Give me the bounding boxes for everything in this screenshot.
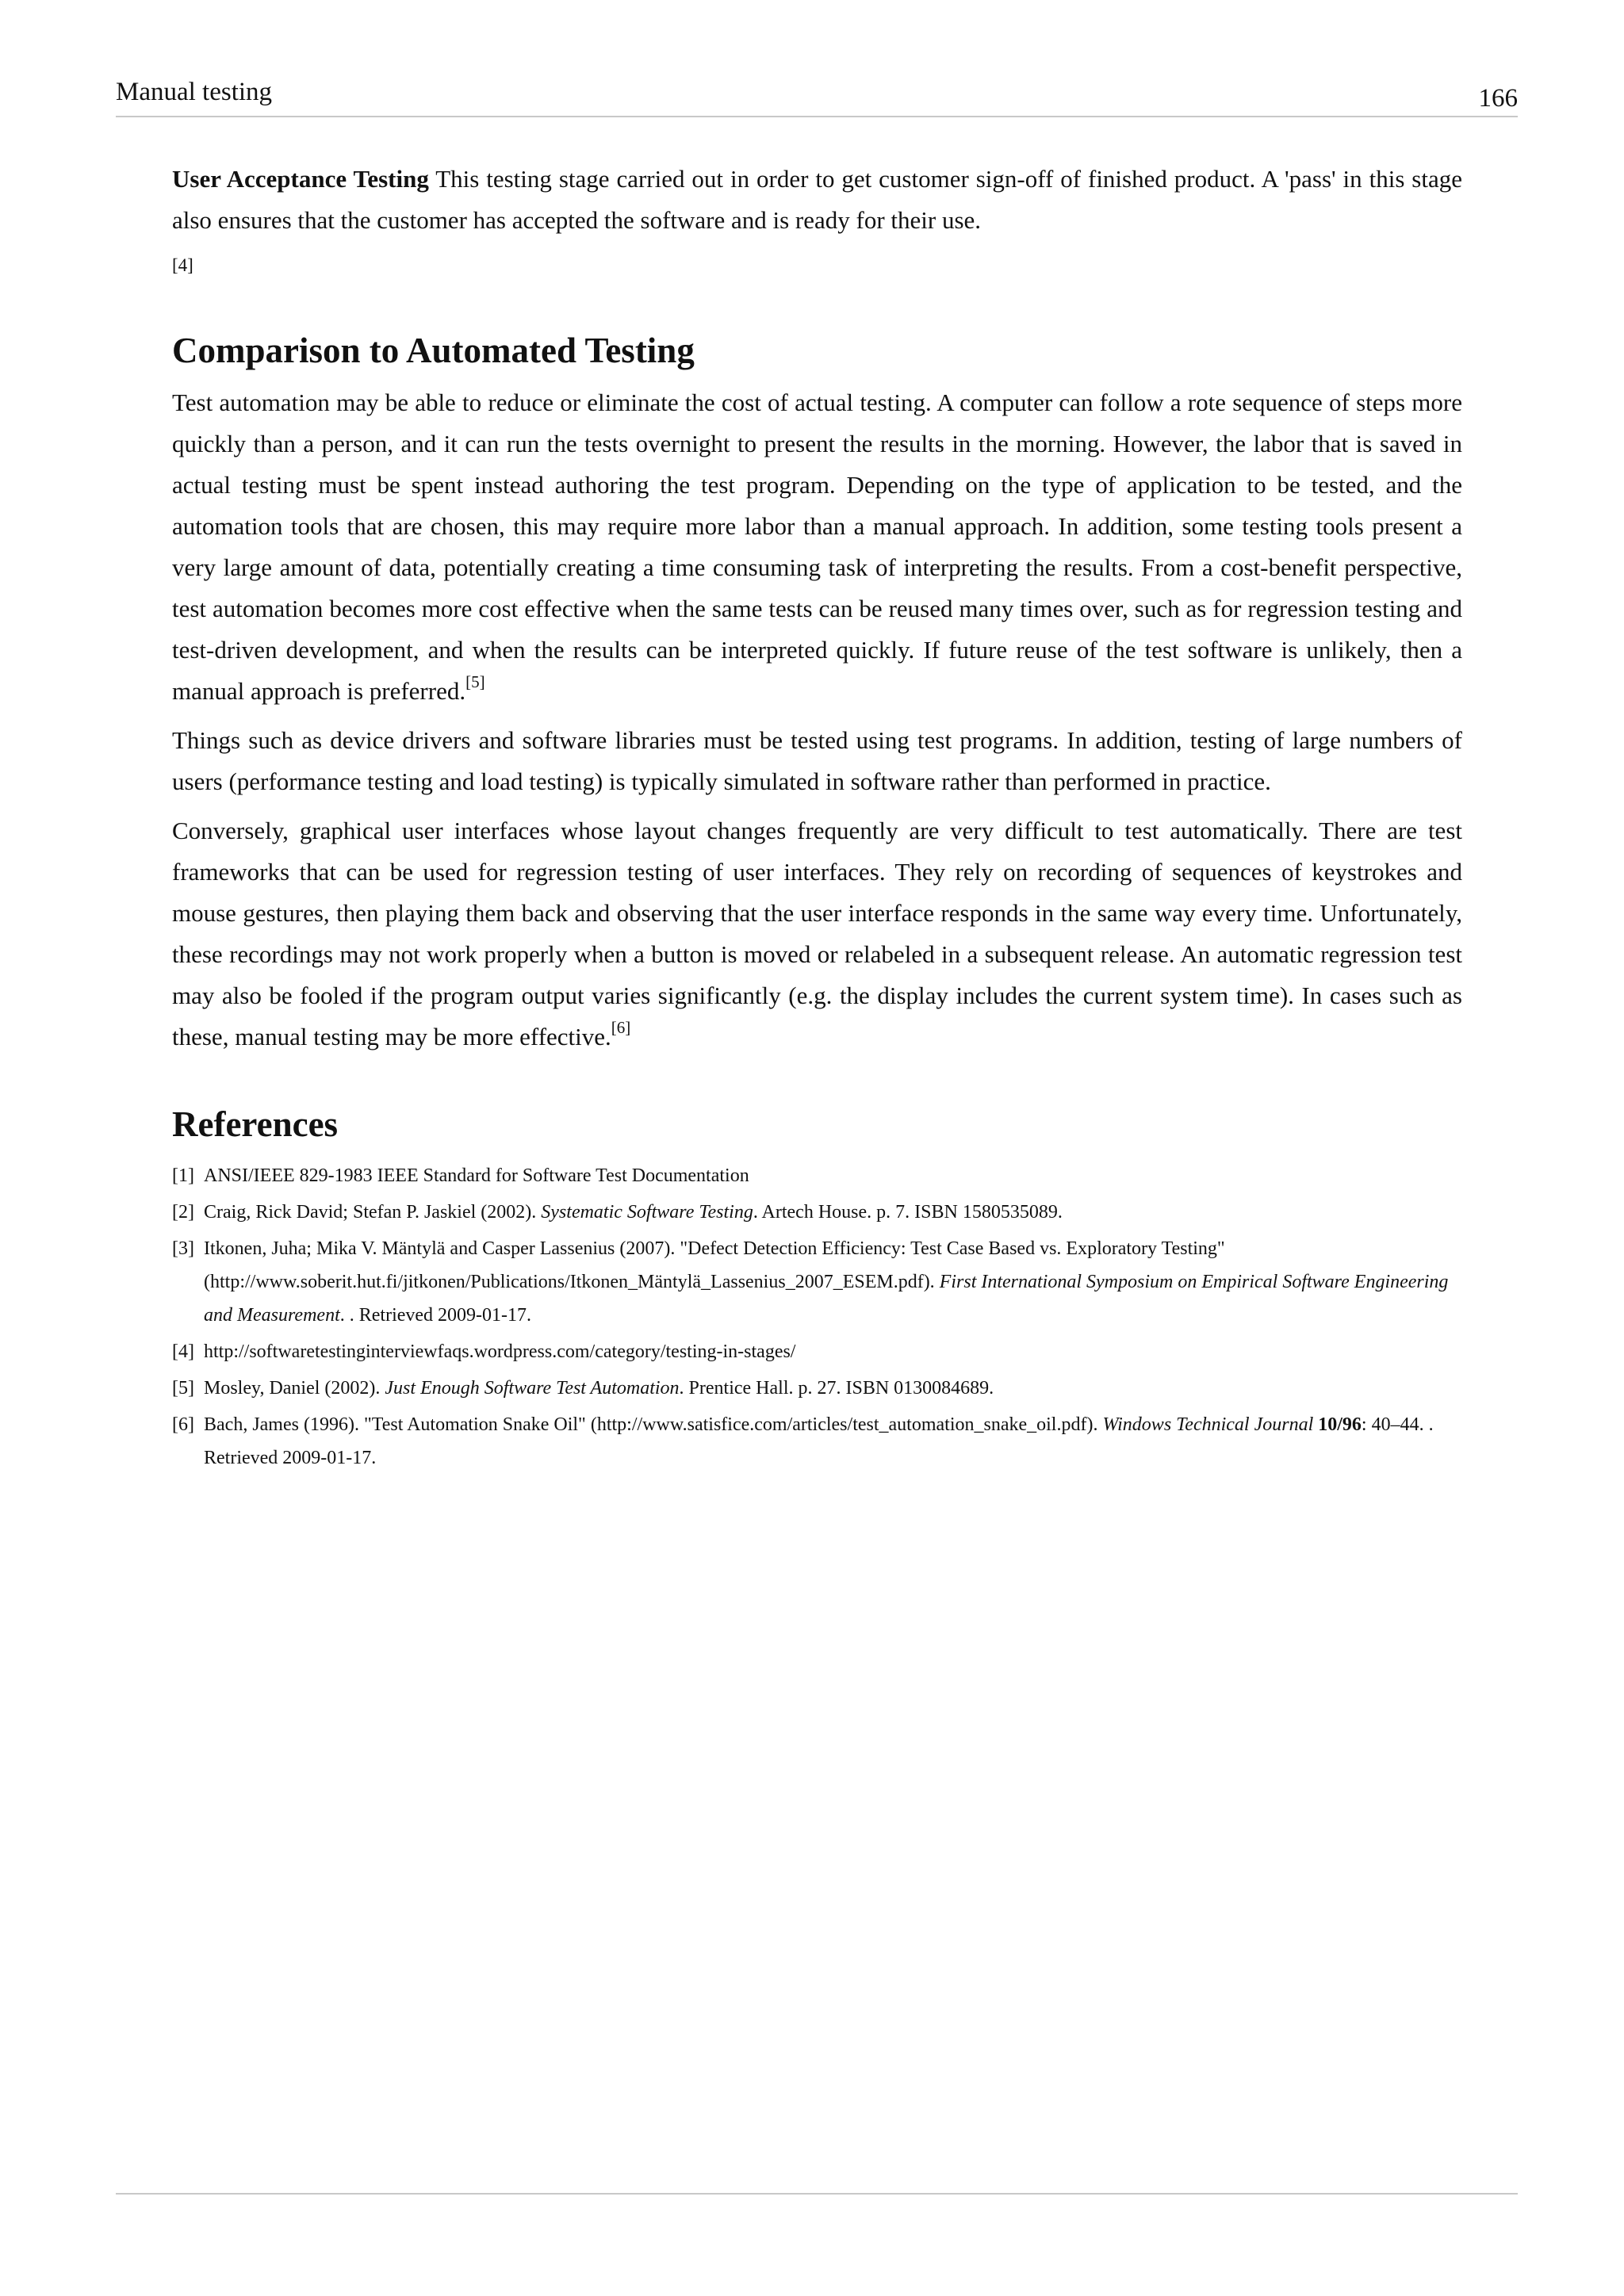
reference-title: Just Enough Software Test Automation xyxy=(385,1378,680,1399)
reference-link[interactable]: Itkonen, Juha; Mika V. Mäntylä and Casper Lassenius (2007). "Defect Detection Efficiency: Test Case Based vs. Exploratory Testing" (http://www.soberit.hut.fi/jitkonen/Publications/Itkonen_Mäntylä_Lassenius_2007_ESEM.pdf). xyxy=(204,1238,1225,1292)
reference-text: ANSI/IEEE 829-1983 IEEE Standard for Software Test Documentation xyxy=(204,1165,749,1186)
reference-title: Systematic Software Testing xyxy=(541,1202,753,1223)
page-header xyxy=(116,76,1518,117)
reference-text: : 40–44. . Retrieved 2009-01-17. xyxy=(204,1414,1434,1468)
comparison-paragraph-1 xyxy=(172,382,1462,712)
reference-text: Craig, Rick David; Stefan P. Jaskiel (2002). xyxy=(204,1202,542,1223)
reference-volume: 10/96 xyxy=(1318,1414,1362,1435)
comparison-paragraph-3 xyxy=(172,810,1462,1058)
reference-title: Windows Technical Journal xyxy=(1102,1414,1314,1435)
reference-link[interactable]: Bach, James (1996). "Test Automation Snake Oil" (http://www.satisfice.com/articles/test_automation_snake_oil.pdf). xyxy=(204,1414,1103,1435)
reference-item-1 xyxy=(172,1159,1462,1192)
uat-text: This testing stage carried out in order to get customer sign-off of finished product. A 'pass' in this stage also ensures that the customer has accepted the software and is ready for their use. xyxy=(172,165,1463,234)
footer-rule xyxy=(116,2193,1518,2195)
reference-list xyxy=(172,1159,1462,1475)
reference-number: [2] xyxy=(172,1202,194,1223)
reference-text: . Prentice Hall. p. 27. ISBN 0130084689. xyxy=(679,1378,994,1399)
comparison-heading: Comparison to Automated Testing xyxy=(172,331,695,370)
uat-term: User Acceptance Testing xyxy=(172,165,429,193)
citation-5[interactable]: [5] xyxy=(465,672,485,691)
reference-text: Mosley, Daniel (2002). xyxy=(204,1378,385,1399)
paragraph-text: Things such as device drivers and software libraries must be tested using test programs. In addition, testing of large numbers of users (performance testing and load testing) is typically simulated in software rather than performed in practice. xyxy=(172,726,1462,795)
reference-text: . Artech House. p. 7. ISBN 1580535089. xyxy=(753,1202,1063,1223)
paragraph-text: Conversely, graphical user interfaces whose layout changes frequently are very difficult to test automatically. There are test frameworks that can be used for regression testing of user interfaces. They rely on recording of sequences of keystrokes and mouse gestures, then playing them back and observing that the user interface responds in the same way every time. Unfortunately, these recordings may not work properly when a button is moved or relabeled in a subsequent release. An automatic regression test may also be fooled if the program output varies significantly (e.g. the display includes the current system time). In cases such as these, manual testing may be more effective. xyxy=(172,817,1462,1050)
paragraph-text: Test automation may be able to reduce or eliminate the cost of actual testing. A computer can follow a rote sequence of steps more quickly than a person, and it can run the tests overnight to present the results in the morning. However, the labor that is saved in actual testing must be spent instead authoring the test program. Depending on the type of application to be tested, and the automation tools that are chosen, this may require more labor than a manual approach. In addition, some testing tools present a very large amount of data, potentially creating a time consuming task of interpreting the results. From a cost-benefit perspective, test automation becomes more cost effective when the same tests can be reused many times over, such as for regression testing and test-driven development, and when the results can be interpreted quickly. If future reuse of the test software is unlikely, then a manual approach is preferred. xyxy=(172,388,1462,705)
uat-reference-marker: [4] xyxy=(172,255,193,275)
reference-number: [6] xyxy=(172,1414,194,1435)
reference-text: . . Retrieved 2009-01-17. xyxy=(339,1305,532,1326)
page-content xyxy=(172,159,1462,1478)
comparison-paragraph-2 xyxy=(172,720,1462,802)
page-number: 166 xyxy=(1478,84,1518,113)
reference-item-3 xyxy=(172,1232,1462,1332)
reference-number: [3] xyxy=(172,1238,194,1259)
uat-paragraph xyxy=(172,159,1462,241)
reference-number: [1] xyxy=(172,1165,194,1186)
reference-item-2 xyxy=(172,1196,1462,1229)
reference-number: [5] xyxy=(172,1378,194,1399)
references-heading: References xyxy=(172,1104,339,1144)
reference-number: [4] xyxy=(172,1341,194,1362)
running-title: Manual testing xyxy=(116,78,273,106)
reference-item-6 xyxy=(172,1408,1462,1475)
reference-link[interactable]: http://softwaretestinginterviewfaqs.wordpress.com/category/testing-in-stages/ xyxy=(204,1341,796,1362)
reference-title: First International Symposium on Empirical Software Engineering and Measurement xyxy=(204,1272,1449,1326)
reference-item-4 xyxy=(172,1335,1462,1368)
citation-6[interactable]: [6] xyxy=(611,1017,631,1037)
reference-item-5 xyxy=(172,1372,1462,1405)
